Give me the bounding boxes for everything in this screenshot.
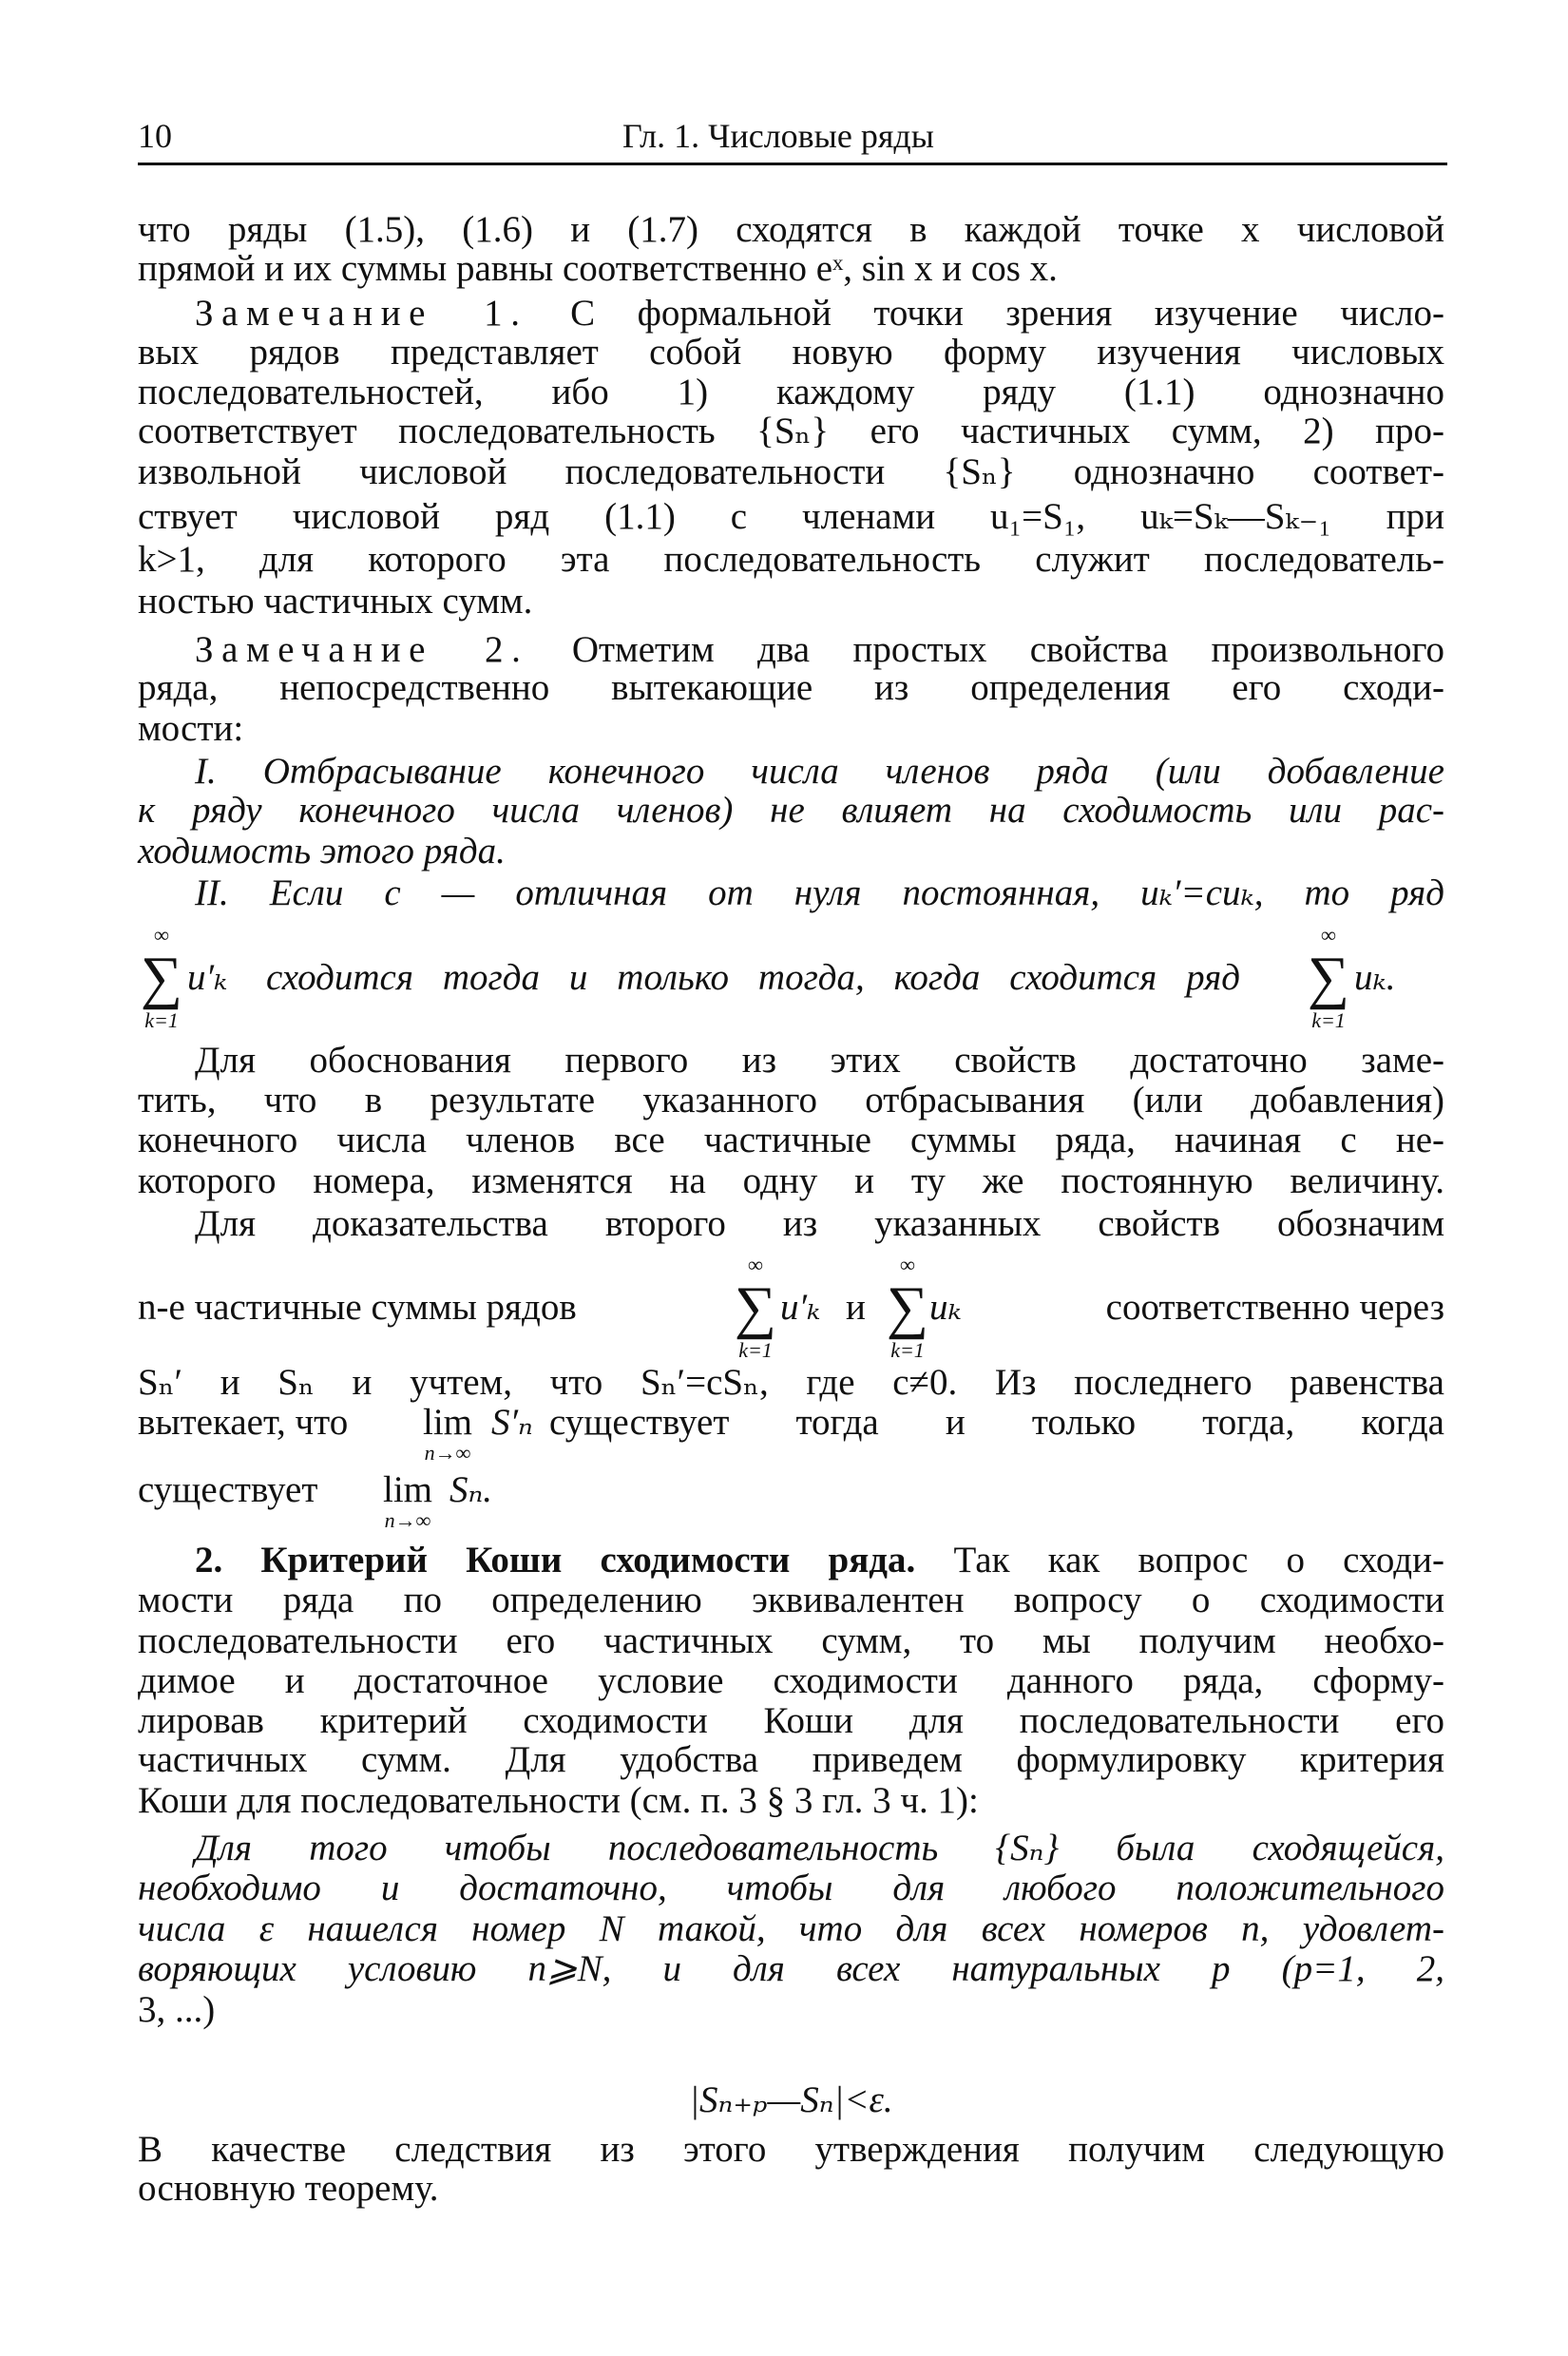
text-line: ходимость этого ряда. bbox=[138, 831, 506, 872]
text-line: Коши для последовательности (см. п. 3 § 3 гл. 3 ч. 1): bbox=[138, 1780, 979, 1821]
display-formula: |Sₙ₊ₚ—Sₙ|<ε. bbox=[689, 2079, 893, 2120]
text-line: числа ε нашелся номер N такой, что для всех номеров n, удовлет- bbox=[138, 1908, 1444, 1949]
text-line: димое и достаточное условие сходимости данного ряда, сформу- bbox=[138, 1660, 1444, 1701]
text-line: II. Если c — отличная от нуля постоянная, uₖ′=cuₖ, то ряд bbox=[195, 872, 1444, 913]
text-line: извольной числовой последовательности {Sₙ} однозначно соответ- bbox=[138, 451, 1444, 492]
text-line: воряющих условию n⩾N, и для всех натуральных p (p=1, 2, bbox=[138, 1948, 1444, 1989]
section-heading: 2. Критерий Коши сходимости ряда. bbox=[195, 1540, 916, 1580]
text-line: основную теорему. bbox=[138, 2168, 439, 2209]
limit bbox=[383, 1470, 432, 1531]
text-line: которого номера, изменятся на одну и ту же постоянную величину. bbox=[138, 1160, 1444, 1201]
text: Отметим два простых свойства произвольного bbox=[528, 629, 1444, 670]
text: сходится тогда и только тогда, когда сходится ряд bbox=[266, 957, 1240, 998]
text-line: ностью частичных сумм. bbox=[138, 581, 533, 622]
sum-symbol bbox=[1305, 924, 1352, 1032]
lim: lim bbox=[423, 1402, 473, 1443]
term: uₖ. bbox=[1354, 957, 1396, 998]
lim: lim bbox=[383, 1469, 433, 1510]
section-heading-line bbox=[195, 1541, 1444, 1580]
text-line: лировав критерий сходимости Коши для последовательности его bbox=[138, 1700, 1444, 1741]
remark-2-first-line bbox=[195, 630, 1444, 670]
remark-1-first-line bbox=[195, 294, 1444, 334]
text-line: ряда, непосредственно вытекающие из определения его сходи- bbox=[138, 667, 1444, 708]
term: u′ₖ bbox=[187, 957, 228, 998]
header-rule bbox=[138, 163, 1447, 165]
sum-symbol bbox=[732, 1254, 779, 1362]
text-line: тить, что в результате указанного отбрасывания (или добавления) bbox=[138, 1080, 1444, 1121]
text-line: вых рядов представляет собой новую форму изучения числовых bbox=[138, 332, 1444, 373]
text-line: k>1, для которого эта последовательность служит последователь- bbox=[138, 539, 1444, 580]
sigma: ∑ bbox=[140, 946, 183, 1010]
text-line: что ряды (1.5), (1.6) и (1.7) сходятся в каждой точке x числовой bbox=[138, 209, 1444, 250]
limit-line bbox=[138, 1469, 1444, 1532]
text-line: соответствует последовательность {Sₙ} его частичных сумм, 2) про- bbox=[138, 411, 1444, 451]
remark-label: Замечание 2. bbox=[195, 629, 529, 670]
sum-upper: ∞ bbox=[900, 1253, 915, 1276]
text-line: мости: bbox=[138, 708, 244, 749]
text: С формальной точки зрения изучение число- bbox=[527, 293, 1444, 334]
text: существует тогда и только тогда, когда bbox=[549, 1402, 1444, 1443]
text-line: к ряду конечного числа членов) не влияет на сходимость или рас- bbox=[138, 790, 1444, 831]
sum-upper: ∞ bbox=[1321, 923, 1336, 947]
sum-upper: ∞ bbox=[748, 1253, 763, 1276]
sigma: ∑ bbox=[734, 1275, 777, 1340]
text-line: I. Отбрасывание конечного числа членов ряда (или добавление bbox=[195, 751, 1444, 792]
sum-lower: k=1 bbox=[1311, 1008, 1346, 1032]
lim-sub: n→∞ bbox=[424, 1441, 471, 1465]
sum-symbol bbox=[884, 1254, 931, 1362]
lim-sub: n→∞ bbox=[384, 1508, 431, 1532]
sum-upper: ∞ bbox=[154, 923, 169, 947]
page-number: 10 bbox=[138, 117, 172, 155]
text: соответственно через bbox=[1105, 1287, 1444, 1328]
limit-line bbox=[138, 1402, 1444, 1465]
text-line: необходимо и достаточно, чтобы для любого положительного bbox=[138, 1868, 1444, 1908]
text-line: Для доказательства второго из указанных свойств обозначим bbox=[195, 1203, 1444, 1244]
sigma: ∑ bbox=[886, 1275, 929, 1340]
text-line: 3, ...) bbox=[138, 1989, 216, 2030]
text: и bbox=[846, 1287, 866, 1328]
term: S′ₙ bbox=[491, 1402, 533, 1443]
remark-label: Замечание 1. bbox=[195, 293, 528, 334]
text: вытекает, что bbox=[138, 1402, 349, 1443]
limit bbox=[423, 1403, 472, 1464]
text-line: последовательностей, ибо 1) каждому ряду (1.1) однозначно bbox=[138, 372, 1444, 412]
sum-line bbox=[138, 923, 1444, 1032]
sum-lower: k=1 bbox=[144, 1008, 179, 1032]
text-line: мости ряда по определению эквивалентен вопросу о сходимости bbox=[138, 1580, 1444, 1620]
text-line: Для обоснования первого из этих свойств достаточно заме- bbox=[195, 1040, 1444, 1081]
text-line: В качестве следствия из этого утверждения получим следующую bbox=[138, 2129, 1444, 2170]
text-line: последовательности его частичных сумм, то мы получим необхо- bbox=[138, 1620, 1444, 1661]
text-line: ствует числовой ряд (1.1) с членами u₁=S₁, uₖ=Sₖ—Sₖ₋₁ при bbox=[138, 496, 1444, 537]
text: Так как вопрос о сходи- bbox=[915, 1540, 1444, 1580]
term: u′ₖ bbox=[780, 1287, 821, 1328]
text: существует bbox=[138, 1469, 318, 1510]
term: uₖ bbox=[929, 1287, 962, 1328]
sum-lower: k=1 bbox=[890, 1338, 925, 1362]
text-line: конечного числа членов все частичные суммы ряда, начиная с не- bbox=[138, 1120, 1444, 1160]
sigma: ∑ bbox=[1307, 946, 1350, 1010]
term: Sₙ. bbox=[449, 1469, 493, 1510]
sum-line bbox=[138, 1253, 1444, 1362]
sum-lower: k=1 bbox=[738, 1338, 773, 1362]
text-line: частичных сумм. Для удобства приведем формулировку критерия bbox=[138, 1739, 1444, 1780]
sum-symbol bbox=[138, 924, 185, 1032]
text: n-е частичные суммы рядов bbox=[138, 1287, 577, 1328]
running-title: Гл. 1. Числовые ряды bbox=[622, 117, 934, 155]
text-line: прямой и их суммы равны соответственно eˣ, sin x и cos x. bbox=[138, 248, 1058, 289]
text-line: Для того чтобы последовательность {Sₙ} была сходящейся, bbox=[195, 1828, 1444, 1868]
text-line: Sₙ′ и Sₙ и учтем, что Sₙ′=cSₙ, где c≠0. Из последнего равенства bbox=[138, 1362, 1444, 1403]
